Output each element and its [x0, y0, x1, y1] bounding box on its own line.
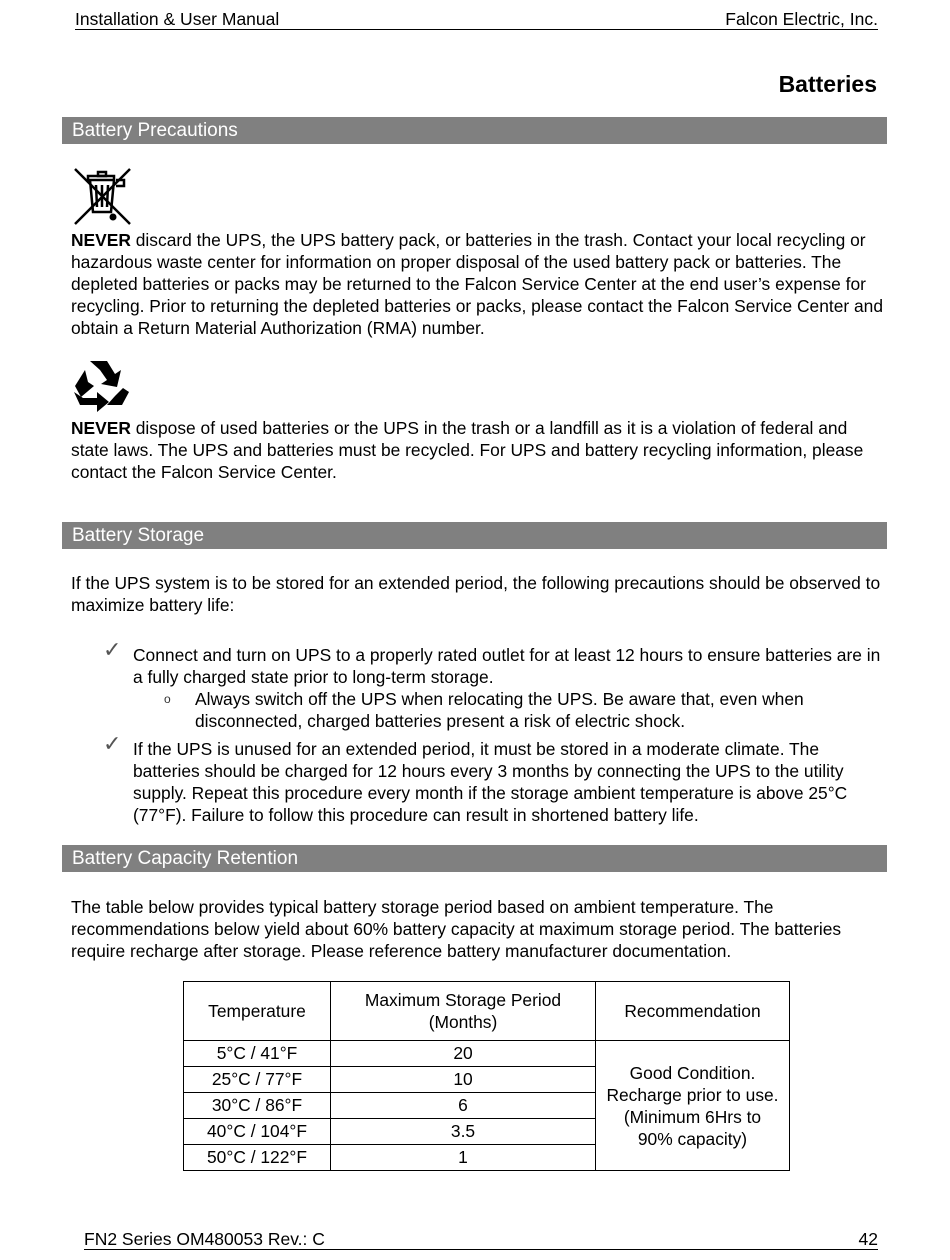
header-company: Falcon Electric, Inc.: [725, 9, 878, 29]
table-cell-temperature: 25°C / 77°F: [184, 1067, 331, 1093]
table-cell-period: 1: [331, 1145, 596, 1171]
table-cell-temperature: 40°C / 104°F: [184, 1119, 331, 1145]
table-header-row: [184, 982, 790, 1041]
never-emphasis: NEVER: [71, 230, 131, 250]
never-emphasis: NEVER: [71, 418, 131, 438]
table-header-temperature: Temperature: [184, 982, 331, 1041]
storage-sub-item-1: Always switch off the UPS when relocating the UPS. Be aware that, even when disconnected, charged batteries present a risk of electric shock.: [195, 689, 804, 731]
page-header: [75, 9, 878, 30]
table-cell-temperature: 30°C / 86°F: [184, 1093, 331, 1119]
checkmark-icon: ✓: [103, 637, 122, 662]
precautions-text-2: dispose of used batteries or the UPS in the trash or a landfill as it is a violation of federal and state laws. The UPS and batteries must be recycled. For UPS and battery recycling information, please contact the Falcon Service Center.: [71, 418, 864, 482]
precautions-paragraph-1: [71, 229, 886, 339]
table-cell-period: 10: [331, 1067, 596, 1093]
storage-list-item-1: Connect and turn on UPS to a properly rated outlet for at least 12 hours to ensure batteries are in a fully charged state prior to long-term storage.: [133, 645, 881, 687]
crossed-out-wheeled-bin-icon: [72, 166, 134, 228]
retention-intro: The table below provides typical battery storage period based on ambient temperature. The recommendations below yield about 60% battery capacity at maximum storage period. The batteries require recharge after storage. Please reference battery manufacturer documentation.: [71, 897, 842, 961]
table-cell-recommendation: Good Condition. Recharge prior to use. (Minimum 6Hrs to 90% capacity): [596, 1041, 790, 1171]
section-heading-battery-storage: Battery Storage: [62, 522, 887, 549]
recycle-icon: [71, 359, 131, 417]
table-header-max-storage-period: Maximum Storage Period (Months): [331, 982, 596, 1041]
page-title: Batteries: [778, 71, 877, 97]
page-number: 42: [858, 1229, 878, 1249]
precautions-paragraph-2: [71, 417, 886, 483]
storage-intro: If the UPS system is to be stored for an extended period, the following precautions should be observed to maximize battery life:: [71, 573, 881, 615]
section-heading-battery-capacity-retention: Battery Capacity Retention: [62, 845, 887, 872]
page-footer: [84, 1229, 878, 1250]
header-manual-title: Installation & User Manual: [75, 9, 280, 29]
table-cell-period: 6: [331, 1093, 596, 1119]
footer-document-id: FN2 Series OM480053 Rev.: C: [84, 1229, 325, 1249]
table-cell-period: 3.5: [331, 1119, 596, 1145]
storage-list-item-2: If the UPS is unused for an extended period, it must be stored in a moderate climate. The batteries should be charged for 12 hours every 3 months by connecting the UPS to the utility supply. Repeat this procedure every month if the storage ambient temperature is above 25°C (77°F). Failure to follow this procedure can result in shortened battery life.: [133, 739, 848, 825]
table-header-recommendation: Recommendation: [596, 982, 790, 1041]
table-cell-temperature: 5°C / 41°F: [184, 1041, 331, 1067]
section-heading-battery-precautions: Battery Precautions: [62, 117, 887, 144]
storage-period-table: [183, 981, 790, 1171]
precautions-text-1: discard the UPS, the UPS battery pack, or batteries in the trash. Contact your local recycling or hazardous waste center for information on proper disposal of the used battery pack or batteries. The depleted batteries or packs may be returned to the Falcon Service Center at the end user’s expense for recycling. Prior to returning the depleted batteries or packs, please contact the Falcon Service Center and obtain a Return Material Authorization (RMA) number.: [71, 230, 884, 338]
table-cell-temperature: 50°C / 122°F: [184, 1145, 331, 1171]
circle-bullet-icon: o: [164, 692, 171, 706]
checkmark-icon: ✓: [103, 731, 122, 756]
table-row: [184, 1041, 790, 1067]
table-cell-period: 20: [331, 1041, 596, 1067]
